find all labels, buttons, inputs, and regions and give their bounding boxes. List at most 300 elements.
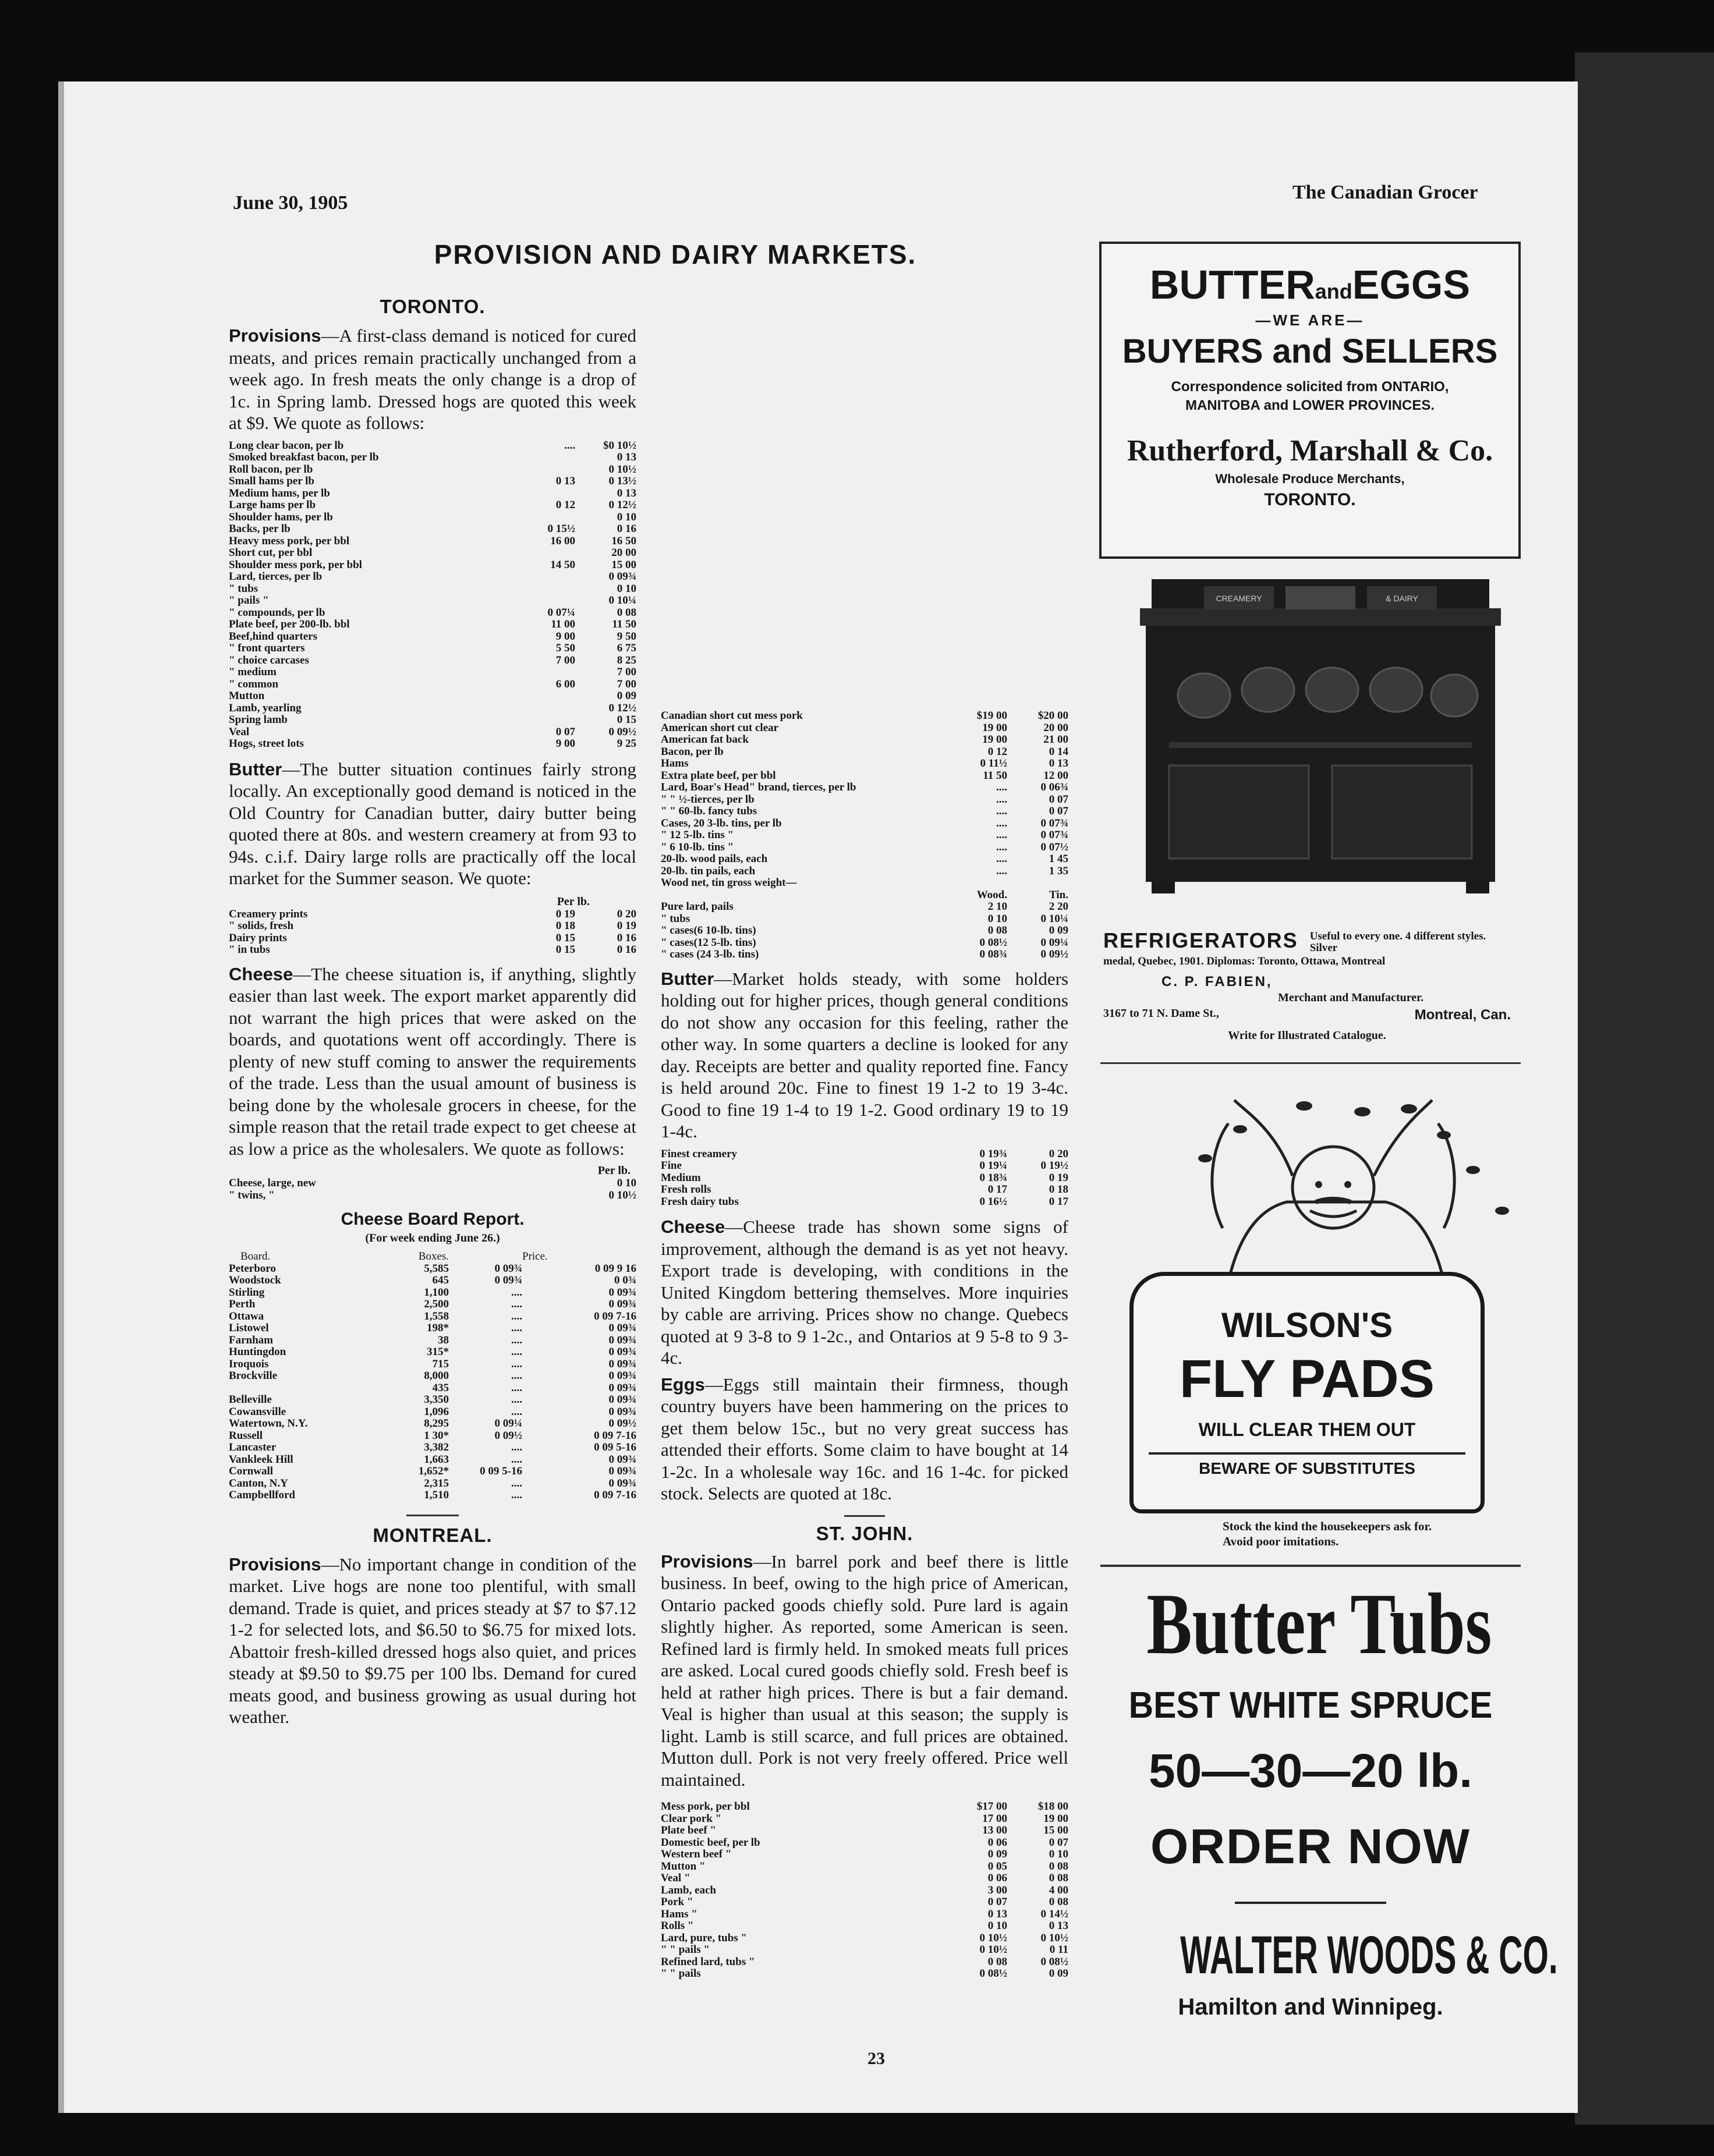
item-price: 0 09¾ — [608, 1406, 636, 1418]
table-row — [661, 1956, 1068, 1969]
table-row — [229, 1490, 636, 1502]
section-montreal: MONTREAL. — [373, 1524, 493, 1546]
table-row — [661, 1148, 1068, 1161]
item-price: 2 10 — [987, 901, 1007, 913]
table-row — [229, 1418, 636, 1430]
table-row — [661, 1825, 1068, 1837]
item-label: Fine — [661, 1160, 682, 1172]
item-price: 8 25 — [617, 654, 636, 666]
item-price: 5 50 — [555, 643, 575, 654]
refrigerators-title: REFRIGERATORS — [1103, 928, 1298, 952]
item-price: 435 — [432, 1382, 449, 1394]
item-label: Canton, N.Y — [229, 1477, 288, 1490]
item-price — [514, 464, 575, 476]
item-label: Campbellford — [229, 1490, 295, 1501]
item-price: 8,295 — [424, 1418, 449, 1430]
table-row — [661, 746, 1068, 758]
col-boxes: Boxes. — [418, 1251, 449, 1263]
tubs-sizes: 50—30—20 lb. — [1148, 1744, 1473, 1797]
montreal-lard-table — [661, 889, 1068, 961]
table-row — [661, 829, 1068, 842]
table-row — [229, 1454, 636, 1466]
item-price: 0 09¾ — [608, 1334, 636, 1346]
item-label: Cheese, large, new — [229, 1178, 316, 1189]
item-label: Russell — [229, 1430, 263, 1442]
tubs-title: Butter Tubs — [1146, 1576, 1492, 1672]
issue-date: June 30, 1905 — [233, 192, 348, 214]
item-label: " choice carcases — [229, 654, 309, 666]
item-label: Refined lard, tubs " — [661, 1956, 755, 1968]
table-row — [229, 1322, 636, 1335]
item-label: Veal " — [661, 1873, 690, 1884]
item-label: " compounds, per lb — [229, 607, 325, 619]
table-row — [229, 1335, 636, 1347]
tubs-cta: ORDER NOW — [1150, 1819, 1471, 1874]
column-1 — [229, 296, 636, 1728]
table-row — [229, 1382, 636, 1395]
item-price: 0 15 — [617, 714, 636, 726]
item-price: 19 00 — [982, 722, 1007, 734]
item-price: 0 10 — [617, 511, 636, 523]
st-john-table — [661, 1801, 1068, 1980]
item-price: 1,096 — [424, 1406, 449, 1418]
item-label: Heavy mess pork, per bbl — [229, 535, 350, 547]
item-price: 0 08½ — [1040, 1956, 1068, 1968]
item-price: 14 50 — [550, 559, 575, 571]
table-row — [229, 1311, 636, 1323]
item-price: 19 00 — [982, 734, 1007, 746]
toronto-butter-unit: Per lb. — [557, 895, 590, 908]
item-label: Rolls " — [661, 1920, 694, 1932]
item-price: .... — [511, 1310, 522, 1322]
item-price: .... — [511, 1490, 522, 1501]
item-price: 0 09½ — [494, 1430, 522, 1442]
item-price: 0 13 — [1049, 758, 1068, 770]
item-price: 6 00 — [555, 678, 575, 690]
item-label: Lard, Boar's Head" brand, tierces, per lb — [661, 782, 856, 793]
item-label: Small hams per lb — [229, 476, 314, 487]
item-label: Lancaster — [229, 1442, 277, 1453]
item-price: 0 09¾ — [608, 1358, 636, 1370]
table-row — [229, 595, 636, 607]
item-label: " tubs — [661, 913, 690, 925]
table-row — [661, 901, 1068, 913]
item-price: .... — [996, 806, 1007, 817]
item-price: 2,315 — [424, 1477, 449, 1490]
table-row — [229, 1370, 636, 1382]
item-price — [514, 583, 575, 595]
item-label: 20-lb. wood pails, each — [661, 853, 768, 865]
item-price: 0 13 — [555, 476, 575, 487]
item-price: 3 00 — [987, 1884, 1007, 1896]
item-price: 0 12 — [987, 746, 1007, 758]
item-price: 6 75 — [617, 643, 636, 654]
item-label: Hams — [661, 758, 689, 770]
item-label: Watertown, N.Y. — [229, 1418, 308, 1430]
item-label: Woodstock — [229, 1275, 281, 1286]
item-price: 0 20 — [1049, 1148, 1068, 1160]
refrigerators-role: Merchant and Manufacturer. — [1278, 991, 1424, 1004]
item-price: .... — [511, 1406, 522, 1418]
table-row — [229, 690, 636, 703]
item-price: 0 14½ — [1040, 1908, 1068, 1920]
item-label: Western beef " — [661, 1849, 732, 1860]
table-row — [661, 853, 1068, 866]
table-row — [229, 1394, 636, 1406]
item-price: .... — [511, 1442, 522, 1453]
table-row — [229, 1346, 636, 1359]
item-price: 0 09 7-16 — [594, 1430, 636, 1442]
item-price: 0 18 — [1049, 1184, 1068, 1196]
table-row — [661, 877, 1068, 889]
item-price: 4 00 — [1049, 1884, 1068, 1896]
item-label: Lard, tierces, per lb — [229, 571, 323, 583]
table-row — [229, 512, 636, 524]
table-row — [661, 1801, 1068, 1813]
item-label: Shoulder hams, per lb — [229, 511, 333, 523]
item-label: Lard, pure, tubs " — [661, 1932, 747, 1944]
table-row — [229, 679, 636, 691]
item-price: 11 00 — [551, 619, 575, 630]
item-label: " cases(6 10-lb. tins) — [661, 925, 756, 937]
item-price: 0 05 — [987, 1860, 1007, 1873]
table-row — [661, 1944, 1068, 1956]
item-label: Peterboro — [229, 1263, 276, 1275]
tubs-firm: WALTER WOODS & CO. — [1180, 1925, 1558, 1985]
montreal-butter-text: Butter—Market holds steady, with some holders holding out for higher prices, though general conditions do not show any occasion for this feeling, rather the other way. In some quarters a decline is looked for any day. Receipts are better and quality reported fine. Fancy is held around 20c. Fine to finest 19 1-2 to 19 3-4c. Good to fine 19 1-4 to 19 1-2. Good ordinary 19 to 19 1-4c. — [661, 968, 1068, 1141]
table-row — [661, 1873, 1068, 1885]
item-price — [1007, 877, 1068, 889]
item-price: 0 09 — [1049, 925, 1068, 937]
item-label: Fresh dairy tubs — [661, 1196, 739, 1208]
item-price: 0 10½ — [1040, 1932, 1068, 1944]
table-row — [229, 1178, 636, 1190]
item-price: 0 14 — [1049, 746, 1068, 758]
item-price: 315* — [427, 1346, 449, 1358]
table-row — [229, 523, 636, 536]
montreal-provisions-table — [661, 710, 1068, 889]
item-price: 0 08½ — [979, 937, 1007, 949]
table-row — [229, 703, 636, 715]
item-price: 0 09¾ — [608, 1382, 636, 1394]
item-price: 0 09 — [987, 1849, 1007, 1860]
item-label: Listowel — [229, 1322, 269, 1334]
item-price: 0 08 — [1049, 1873, 1068, 1884]
cheese-board-subtitle: (For week ending June 26.) — [365, 1232, 500, 1244]
table-row — [229, 1442, 636, 1454]
item-price: 0 08 — [617, 607, 636, 619]
item-price: 0 13 — [1049, 1920, 1068, 1932]
item-label: Brockville — [229, 1370, 278, 1382]
table-row — [229, 1263, 636, 1275]
item-price: 0 10¼ — [608, 595, 636, 607]
table-row — [661, 710, 1068, 722]
table-row — [229, 1466, 636, 1478]
item-price: 0 08 — [1049, 1860, 1068, 1873]
item-price: 0 19 — [617, 920, 636, 932]
cabinet-label-2: & DAIRY — [1386, 594, 1418, 603]
item-label: Wood net, tin gross weight— — [661, 877, 797, 889]
item-label: Vankleek Hill — [229, 1453, 293, 1466]
item-price: 198* — [427, 1322, 449, 1334]
item-label: " cases (24 3-lb. tins) — [661, 949, 759, 960]
item-label: Medium — [661, 1172, 701, 1184]
table-row — [229, 1287, 636, 1299]
item-price: .... — [564, 439, 575, 452]
item-price: 0 09¼ — [1040, 937, 1068, 949]
item-price: 0 09¾ — [608, 1286, 636, 1299]
item-price: .... — [511, 1286, 522, 1299]
table-row — [229, 499, 636, 512]
item-label: Cases, 20 3-lb. tins, per lb — [661, 817, 782, 829]
item-price: 1,558 — [424, 1310, 449, 1322]
item-price: 19 00 — [1043, 1813, 1068, 1825]
table-row — [229, 1430, 636, 1442]
fly-pads-warning: BEWARE OF SUBSTITUTES — [1199, 1459, 1415, 1477]
item-price: 0 09 5-16 — [594, 1442, 636, 1453]
table-row — [229, 1406, 636, 1419]
item-label: Shoulder mess pork, per bbl — [229, 559, 362, 571]
item-label: Belleville — [229, 1394, 272, 1406]
item-price: 13 00 — [982, 1825, 1007, 1836]
item-price: 0 12½ — [608, 702, 636, 714]
table-row — [229, 476, 636, 488]
table-row — [661, 1837, 1068, 1849]
item-price: 0 10 — [987, 913, 1007, 925]
item-price: .... — [511, 1453, 522, 1466]
item-price: 11 50 — [983, 770, 1007, 782]
item-price: 0 16 — [617, 523, 636, 535]
item-price — [514, 571, 575, 583]
item-price: 0 08 — [987, 1956, 1007, 1968]
item-label: Lamb, yearling — [229, 702, 302, 714]
item-price: 0 13 — [617, 487, 636, 499]
item-price: 0 09¾ — [608, 1453, 636, 1466]
item-label: " " pails — [661, 1968, 701, 1980]
tubs-cities: Hamilton and Winnipeg. — [1178, 1994, 1443, 2020]
item-price: 0 09¾ — [608, 1394, 636, 1406]
col-board: Board. — [240, 1251, 271, 1263]
item-price: 0 06¾ — [1040, 782, 1068, 793]
item-label: Mutton " — [661, 1860, 706, 1873]
cheese-board-header — [229, 1251, 636, 1263]
section-st-john: ST. JOHN. — [816, 1522, 913, 1544]
col-wood: Wood. — [976, 889, 1007, 901]
table-row — [229, 536, 636, 548]
item-label: " twins, " — [229, 1189, 275, 1201]
item-price — [514, 512, 575, 524]
table-row — [661, 1896, 1068, 1909]
item-price: 0 10 — [617, 1178, 636, 1189]
item-price: 0 09¾ — [608, 1477, 636, 1490]
item-price: .... — [511, 1358, 522, 1370]
item-label: " 12 5-lb. tins " — [661, 829, 734, 841]
item-label: Smoked breakfast bacon, per lb — [229, 452, 379, 463]
item-price: 0 08 — [987, 925, 1007, 937]
item-price: 15 00 — [1043, 1825, 1068, 1836]
toronto-cheese-text: Cheese—The cheese situation is, if anything, slightly easier than last week. The export market apparently did not warrant the high prices that were asked on the boards, and quotations went off accordingly. There is plenty of new stuff coming to answer the requirements of the trade. Less than the usual amount of business is being done by the wholesale grocers in cheese, for the simple reason that the retail trade expect to get cheese at as low a price as the wholesalers. We quote as follows: — [229, 963, 636, 1159]
item-price: 0 09 7-16 — [594, 1490, 636, 1501]
item-price: 0 12½ — [608, 499, 636, 511]
item-price: .... — [996, 817, 1007, 829]
item-label: Domestic beef, per lb — [661, 1836, 760, 1849]
item-label: 20-lb. tin pails, each — [661, 865, 756, 877]
item-price: 0 09 5-16 — [480, 1466, 522, 1477]
col-price: Price. — [522, 1251, 548, 1263]
item-label: Plate beef, per 200-lb. bbl — [229, 619, 350, 630]
table-row — [229, 571, 636, 583]
item-price: 0 13½ — [608, 476, 636, 487]
item-label: Plate beef " — [661, 1825, 716, 1836]
item-price: 0 09 9 16 — [594, 1263, 636, 1275]
item-price: 2 20 — [1049, 901, 1068, 913]
item-price: 0 07 — [1049, 793, 1068, 806]
item-price: 0 10 — [617, 583, 636, 595]
item-label: " medium — [229, 666, 277, 678]
table-row — [661, 806, 1068, 818]
montreal-cheese-text: Cheese—Cheese trade has shown some signs of improvement, although the demand is as yet not heavy. Export trade is developing, with conditions in the United Kingdom bettering themselves. More inquiries by cable are arriving. Prices show no change. Quebecs quoted at 9 3-8 to 9 1-2c., and Ontarios at 9 5-8 to 9 3-4c. — [661, 1217, 1068, 1368]
table-row — [661, 1160, 1068, 1172]
item-price: 1,652* — [418, 1466, 449, 1477]
item-price: 3,350 — [424, 1394, 449, 1406]
item-label: Beef,hind quarters — [229, 630, 317, 643]
item-price: 20 00 — [611, 547, 636, 559]
ad-be-firm: Rutherford, Marshall & Co. — [1127, 434, 1493, 467]
toronto-provisions-text: Provisions—A first-class demand is noticed for cured meats, and prices remain practically unchanged from a week ago. In fresh meats the only change is a drop of 1c. in Spring lamb. Dressed hogs are quoted this week at $9. We quote as follows: — [229, 325, 636, 433]
table-row — [661, 866, 1068, 878]
section-toronto: TORONTO. — [380, 296, 486, 317]
item-price: 645 — [432, 1275, 449, 1286]
item-price: 12 00 — [1043, 770, 1068, 782]
table-row — [661, 770, 1068, 782]
ad-butter-eggs — [1099, 242, 1521, 559]
fly-pads-note-2: Avoid poor imitations. — [1223, 1534, 1339, 1548]
item-label: Cornwall — [229, 1466, 273, 1477]
item-label: Bacon, per lb — [661, 746, 724, 758]
item-price: 0 0¾ — [614, 1275, 636, 1286]
table-row — [229, 738, 636, 750]
table-row — [661, 1184, 1068, 1196]
item-price: 0 09¾ — [494, 1263, 522, 1275]
item-price: 0 07¾ — [1040, 817, 1068, 829]
item-label: " cases(12 5-lb. tins) — [661, 937, 756, 949]
item-price: 9 00 — [555, 738, 575, 750]
table-row — [229, 631, 636, 643]
item-price: .... — [996, 793, 1007, 806]
ad-divider-2 — [1100, 1565, 1521, 1567]
item-price: 0 15½ — [547, 523, 575, 535]
table-row — [229, 440, 636, 452]
item-price: 9 25 — [617, 738, 636, 750]
item-label: Perth — [229, 1299, 256, 1310]
table-row — [661, 794, 1068, 806]
item-price: 0 09¾ — [608, 1299, 636, 1310]
table-row — [229, 643, 636, 655]
toronto-provisions-table — [229, 440, 636, 750]
item-price: 0 09½ — [608, 1418, 636, 1430]
refrigerator-illustration — [1134, 573, 1507, 899]
item-price: 1,100 — [424, 1286, 449, 1299]
item-price: 0 07 — [555, 726, 575, 738]
toronto-butter-text: Butter—The butter situation continues fairly strong locally. An exceptionally good demand is noticed in the Old Country for Canadian butter, dairy butter being quoted there at 80s. and western creamery at from 93 to 94s. c.i.f. Dairy large rolls are practically off the local market for the Summer season. We quote: — [229, 758, 636, 888]
table-row — [229, 666, 636, 679]
fly-pads-tag: WILL CLEAR THEM OUT — [1198, 1419, 1416, 1440]
item-price: 1 30* — [424, 1430, 449, 1442]
item-label: " in tubs — [229, 944, 270, 956]
item-price: 0 16 — [617, 932, 636, 944]
toronto-butter-table — [229, 909, 636, 956]
item-label: Lamb, each — [661, 1884, 716, 1896]
item-label: Finest creamery — [661, 1148, 738, 1160]
item-price: 0 20 — [617, 908, 636, 920]
table-row — [229, 452, 636, 464]
table-row — [229, 619, 636, 631]
item-label: Veal — [229, 726, 250, 738]
table-row — [229, 1275, 636, 1287]
refrigerators-city: Montreal, Can. — [1414, 1007, 1511, 1023]
item-price: $19 00 — [976, 710, 1007, 722]
item-price: 9 00 — [555, 630, 575, 643]
item-price: 0 11½ — [980, 758, 1007, 770]
table-row — [229, 932, 636, 945]
item-price: 0 06 — [987, 1836, 1007, 1849]
item-price: 0 07¼ — [547, 607, 575, 619]
item-price: 38 — [438, 1334, 449, 1346]
item-label: Huntingdon — [229, 1346, 286, 1358]
item-price: 16 00 — [550, 535, 575, 547]
item-label: American fat back — [661, 734, 749, 746]
item-price: .... — [511, 1346, 522, 1358]
item-price: 0 15 — [555, 932, 575, 944]
item-price: $18 00 — [1037, 1801, 1068, 1813]
item-price: 7 00 — [617, 678, 636, 690]
item-price: 1,510 — [424, 1490, 449, 1501]
cheese-board-table — [229, 1251, 636, 1502]
item-price — [514, 690, 575, 703]
ad-refrigerators — [1103, 928, 1511, 1042]
fly-pads-brand: WILSON'S — [1221, 1306, 1393, 1345]
item-label: " tubs — [229, 583, 258, 595]
item-price: 0 17 — [1049, 1196, 1068, 1208]
item-label: Mutton — [229, 690, 265, 702]
item-label: Dairy prints — [229, 932, 287, 944]
table-row — [661, 937, 1068, 949]
item-label: Iroquois — [229, 1358, 269, 1370]
publication-name: The Canadian Grocer — [1292, 182, 1478, 203]
item-price: 0 09½ — [1040, 949, 1068, 960]
page-title: PROVISION AND DAIRY MARKETS. — [434, 239, 917, 270]
section-divider-2 — [844, 1515, 885, 1517]
item-price: 0 10 — [987, 1920, 1007, 1932]
item-price: 0 19¾ — [979, 1148, 1007, 1160]
table-row — [661, 1861, 1068, 1873]
item-price: 0 09¾ — [608, 1346, 636, 1358]
item-price: 0 19¼ — [979, 1160, 1007, 1172]
item-label: Long clear bacon, per lb — [229, 439, 344, 452]
item-label: " " 60-lb. fancy tubs — [661, 806, 757, 817]
item-label: Fresh rolls — [661, 1184, 711, 1196]
item-price: 0 09¾ — [608, 1322, 636, 1334]
item-price: 0 09¾ — [608, 1370, 636, 1382]
item-price — [514, 452, 575, 464]
item-label: Spring lamb — [229, 714, 288, 726]
table-row — [229, 1299, 636, 1311]
item-price: 1 45 — [1049, 853, 1068, 865]
refrigerators-address: 3167 to 71 N. Dame St., — [1103, 1007, 1219, 1020]
item-price: 7 00 — [555, 654, 575, 666]
item-price: 0 09 7-16 — [594, 1310, 636, 1322]
item-price: $20 00 — [1037, 710, 1068, 722]
